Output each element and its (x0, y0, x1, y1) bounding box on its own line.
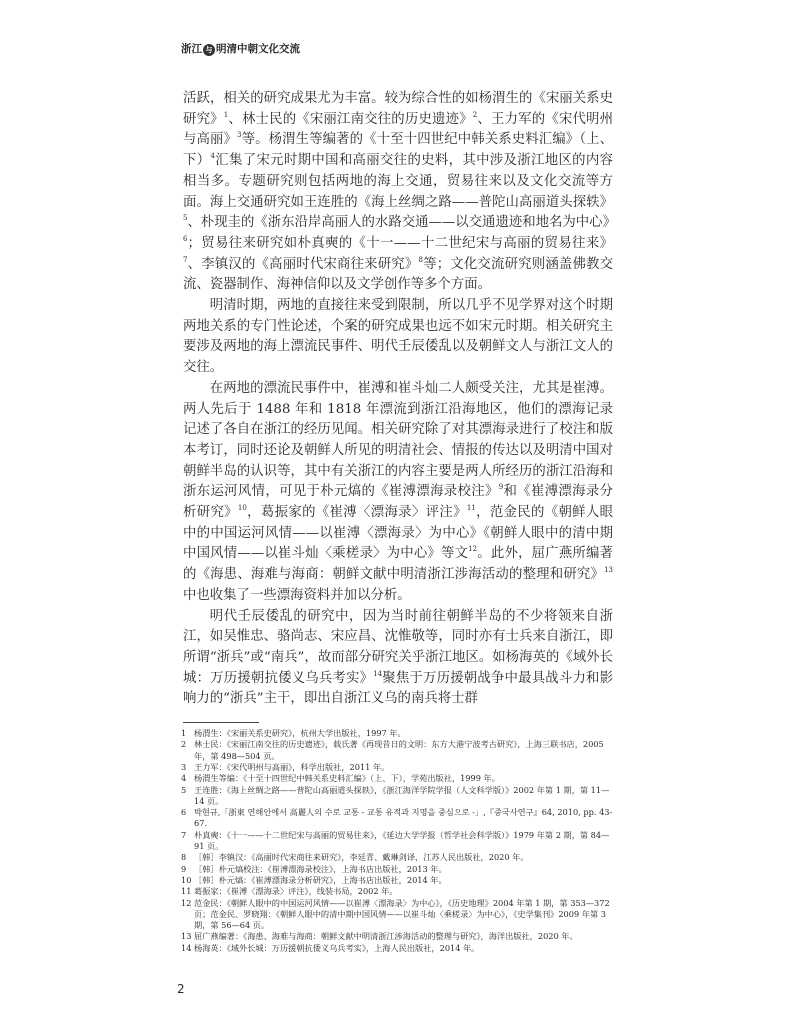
text-run: 和《崔溥漂海录分析研究》 (183, 484, 614, 521)
footnote-number: 11 (181, 886, 192, 897)
footnote-number: 5 (181, 784, 187, 795)
header-title-right: 明清中朝文化交流 (216, 42, 300, 55)
page-column (177, 0, 616, 1010)
text-run: ，葛振家的《崔溥〈漂海录〉评注》 (246, 505, 467, 521)
footnotes (181, 728, 613, 954)
footnote-number: 3 (181, 761, 187, 772)
footnote-number: 13 (181, 931, 192, 942)
footnote-text: 林士民：《宋丽江南交往的历史遗迹》，载氏著《再现昔日的文明：东方大港宁波考古研究》，上海三联书店，2005 年，第 498—504 页。 (194, 739, 604, 761)
paragraph (183, 89, 616, 296)
footnote-ref[interactable]: 2 (472, 110, 478, 119)
footnote-ref[interactable]: 6 (183, 234, 188, 243)
text-run: 活跃，相关的研究成果尤为丰富。较为综合性的如杨渭生的《宋丽关系史研究》 (183, 91, 613, 127)
footnote-ref[interactable]: 1 (223, 110, 229, 119)
footnote (181, 931, 613, 942)
footnote-divider (183, 722, 259, 723)
footnote (181, 864, 613, 875)
text-run: ；贸易往来研究如朴真奭的《十一——十二世纪宋与高丽的贸易往来》 (187, 235, 613, 251)
footnote-ref[interactable]: 7 (183, 255, 188, 264)
footnote-text: 葛振家：《崔溥〈漂海录〉评注》，线装书局，2002 年。 (194, 886, 398, 897)
footnote-number: 2 (181, 739, 187, 750)
footnote (181, 773, 613, 784)
footnote-number: 12 (181, 897, 192, 908)
text-run: 等。杨渭生等编著的《十至十四世纪中韩关系史料汇编》（上、下） (183, 132, 613, 169)
footnote-text: 范金民：《朝鲜人眼中的中国运河风情——以崔溥〈漂海录〉为中心》，《历史地理》2004 年第 1 期，第 353—372 页；范金民、罗晓翔：《朝鲜人眼中的清中期中国风情——以崔斗灿〈乘槎录〉为中心》，《史学集刊》2009 年第 3 期，第 56—64 页。 (194, 897, 610, 931)
text-run: 、朴现圭的《浙东沿岸高丽人的水路交通——以交通遗迹和地名为中心》 (187, 215, 616, 231)
footnote (181, 785, 613, 808)
body-text (183, 89, 616, 710)
footnote-number: 9 (181, 863, 187, 874)
text-run: 。此外，屈广燕所编著的《海患、海难与海商：朝鲜文献中明清浙江涉海活动的整理和研究》 (183, 546, 614, 583)
text-run: ，范金民的《朝鲜人眼中的中国运河风情——以崔溥〈漂海录〉为中心》《朝鲜人眼中的清中期中国风情——以崔斗灿〈乘槎录〉为中心》等文 (183, 505, 614, 562)
text-run: 、王力军的《宋代明州与高丽》 (183, 111, 614, 148)
footnote-text: ［韩］朴元熇校注：《崔溥漂海录校注》，上海书店出版社，2013 年。 (194, 863, 447, 874)
footnote-text: 王力军：《宋代明州与高丽》，科学出版社，2011 年。 (194, 761, 390, 772)
footnote-text: ［韩］朴元熇：《崔溥漂海录分析研究》，上海书店出版社，2014 年。 (194, 874, 447, 885)
footnote-number: 7 (181, 829, 187, 840)
text-run: 中也收集了一些漂海资料并加以分析。 (183, 587, 411, 603)
footnote (181, 943, 613, 954)
footnote-text: 王连胜：《海上丝绸之路——普陀山高丽道头探轶》，《浙江海洋学院学报（人文科学版）》2002 年第 1 期，第 11—14 页。 (194, 784, 610, 806)
text-run: 、李镇汉的《高丽时代宋商往来研究》 (187, 256, 419, 272)
footnote-text: 杨海英：《域外长城：万历援朝抗倭义乌兵考实》，上海人民出版社，2014 年。 (194, 942, 480, 953)
footnote-number: 1 (181, 728, 187, 739)
footnote-text: 杨渭生等编：《十至十四世纪中韩关系史料汇编》（上、下），学苑出版社，1999 年。 (194, 773, 500, 784)
text-run: 聚焦于万历援朝战争中最具战斗力和影响力的“浙兵”主干，即出自浙江义乌的南兵将士群 (183, 670, 614, 707)
footnote-number: 10 (181, 874, 192, 885)
footnote (181, 852, 613, 863)
footnote-number: 14 (181, 942, 192, 953)
footnote (181, 807, 613, 830)
text-run: 明清时期，两地的直接往来受到限制，所以几乎不见学界对这个时期两地关系的专门性论述，个案的研究成果也远不如宋元时期。相关研究主要涉及两地的海上漂流民事件、明代壬辰倭乱以及朝鲜文人与浙江文人的交往。 (183, 298, 613, 376)
footnote-ref[interactable]: 3 (237, 131, 242, 140)
footnote-ref[interactable]: 10 (237, 504, 247, 513)
footnote (181, 728, 613, 739)
paragraph (183, 296, 613, 379)
footnote-number: 4 (181, 773, 187, 784)
footnote-number: 6 (181, 807, 187, 818)
footnote (181, 739, 613, 762)
footnote-text: 屈广燕编著：《海患、海难与海商：朝鲜文献中明清浙江涉海活动的整理与研究》，海洋出版社，2020 年。 (194, 931, 578, 942)
footnote-ref[interactable]: 11 (466, 504, 476, 513)
footnote (181, 762, 613, 773)
footnote (181, 875, 613, 886)
footnote-ref[interactable]: 5 (183, 214, 188, 223)
text-run: 等；文化交流研究则涵盖佛教交流、瓷器制作、海神信仰以及文学创作等多个方面。 (183, 256, 614, 293)
header-title-left: 浙江 (181, 42, 202, 55)
footnote-ref[interactable]: 4 (210, 152, 215, 161)
footnote-ref[interactable]: 8 (418, 255, 423, 264)
footnote (181, 898, 613, 932)
footnote-ref[interactable]: 14 (373, 669, 383, 678)
footnote-ref[interactable]: 13 (604, 566, 613, 575)
footnote (181, 830, 613, 853)
footnote-text: 朴真奭：《十一——十二世纪宋与高丽的贸易往来》，《延边大学学报（哲学社会科学版）》1979 年第 2 期，第 84—91 页。 (194, 829, 610, 852)
footnote-text: 杨渭生：《宋丽关系史研究》，杭州大学出版社，1997 年。 (194, 728, 406, 739)
text-run: 在两地的漂流民事件中，崔溥和崔斗灿二人颇受关注，尤其是崔溥。两人先后于 1488 年和 1818 年漂流到浙江沿海地区，他们的漂海记录记述了各自在浙江的经历见闻。相关研究除了对其漂海录进行了校注和版本考订，同时还论及朝鲜人所见的明清社会、情报的传达以及明清中国对朝鲜半岛的认识等，其中有关浙江的内容主要是两人所经历的浙江沿海和浙东运河风情，可见于朴元熇的《崔溥漂海录校注》 (183, 380, 613, 500)
footnote (181, 886, 613, 897)
footnote-ref[interactable]: 12 (468, 545, 478, 554)
page-number: 2 (177, 982, 185, 997)
text-run: 汇集了宋元时期中国和高丽交往的史料，其中涉及浙江地区的内容相当多。专题研究则包括两地的海上交通，贸易往来以及文化交流等方面。海上交通研究如王连胜的《海上丝绸之路——普陀山高丽道头探轶》 (183, 153, 614, 210)
footnote-ref[interactable]: 9 (498, 483, 504, 492)
text-run: 明代壬辰倭乱的研究中，因为当时前往朝鲜半岛的不少将领来自浙江，如吴惟忠、骆尚志、宋应昌、沈惟敬等，同时亦有士兵来自浙江，即所谓“浙兵”或“南兵”，故而部分研究关乎浙江地区。如杨海英的《域外长城：万历援朝抗倭义乌兵考实》 (183, 608, 613, 686)
header-connector-badge: 与 (203, 44, 215, 56)
text-run: 、林士民的《宋丽江南交往的历史遗迹》 (228, 111, 473, 127)
footnote-text: ［韩］李镇汉：《高丽时代宋商往来研究》，李廷青、戴琳剑译，江苏人民出版社，2020 年。 (194, 852, 529, 863)
paragraph (183, 379, 613, 607)
footnote-number: 8 (181, 852, 187, 863)
paragraph (183, 607, 613, 711)
footnote-text: 박현규,「浙東 연해안에서 高麗人의 수로 교통 - 교통 유적과 지명을 중심으로 -」,『중국사연구』64, 2010, pp. 43-67. (194, 807, 613, 829)
